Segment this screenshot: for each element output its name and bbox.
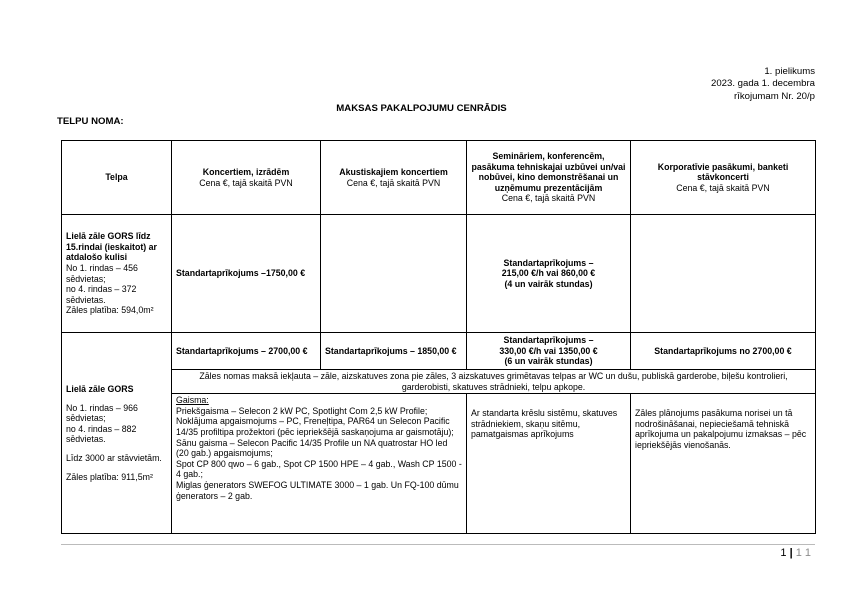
- page-current: 1: [780, 547, 787, 559]
- concerts-price: Standartaprīkojums – 2700,00 €: [172, 333, 321, 370]
- included-row: [62, 370, 816, 394]
- corporate-note: Zāles plānojums pasākuma norisei un tā nodrošināšanai, nepieciešamā tehniskā aprīkojuma un pakalpojumu izmaksas – pēc iepriekšējās vienošanās.: [631, 394, 816, 534]
- header-room: Telpa: [62, 141, 172, 215]
- price-table: [61, 140, 816, 534]
- seminar-equipment-note: Ar standarta krēslu sistēmu, skatuves strādniekiem, skaņu sitēmu, pamatgaismas aprīkojums: [467, 394, 631, 534]
- concerts-price: Standartaprīkojums –1750,00 €: [172, 215, 321, 333]
- table-row-small-hall: [62, 215, 816, 333]
- acoustic-price: Standartaprīkojums – 1850,00 €: [321, 333, 467, 370]
- footer-divider: [61, 544, 815, 545]
- included-services: Zāles nomas maksā iekļauta – zāle, aizskatuves zona pie zāles, 3 aizskatuves grimētavas telpas ar WC un dušu, publiskā garderobe, biļešu kontrolieri, garderobisti, skatuves strādnieki, telpu apkope.: [172, 370, 816, 394]
- document-title: MAKSAS PAKALPOJUMU CENRĀDIS: [336, 103, 507, 114]
- acoustic-price: [321, 215, 467, 333]
- annex-line-3: rīkojumam Nr. 20/p: [733, 90, 815, 102]
- room-cell: Lielā zāle GORS līdz 15.rindai (ieskaitot) ar atdalošo kulisi No 1. rindas – 456 sēdvietas; no 4. rindas – 372 sēdvietas. Zāles platība: 594,0m²: [62, 215, 172, 333]
- page-number: [780, 547, 811, 559]
- annex-note: [655, 66, 815, 103]
- corporate-price: Standartaprīkojums no 2700,00 €: [631, 333, 816, 370]
- annex-line-1: 1. pielikums: [764, 66, 815, 77]
- seminars-price: Standartaprīkojums – 215,00 €/h vai 860,00 € (4 un vairāk stundas): [467, 215, 631, 333]
- header-corporate: Korporatīvie pasākumi, banketi stāvkoncerti Cena €, tajā skaitā PVN: [631, 141, 816, 215]
- details-row: [62, 394, 816, 534]
- header-seminars: Semināriem, konferencēm, pasākuma tehniskajai uzbūvei un/vai nobūvei, kino demonstrēšanai un uzņēmumu prezentācijām Cena €, tajā skaitā PVN: [467, 141, 631, 215]
- page-separator: |: [789, 547, 793, 559]
- seminars-price: Standartaprīkojums – 330,00 €/h vai 1350,00 € (6 un vairāk stundas): [467, 333, 631, 370]
- header-row: [62, 141, 816, 215]
- room-cell: Lielā zāle GORS No 1. rindas – 966 sēdvietas; no 4. rindas – 882 sēdvietas. Līdz 3000 ar stāvvietām. Zāles platība: 911,5m²: [62, 333, 172, 534]
- header-acoustic: Akustiskajiem koncertiem Cena €, tajā skaitā PVN: [321, 141, 467, 215]
- corporate-price: [631, 215, 816, 333]
- lighting-details: Gaisma: Priekšgaisma – Selecon 2 kW PC, Spotlight Com 2,5 kW Profile; Noklājuma apgaismojums – PC, Freneļtipa, PAR64 un Selecon Pacific 14/35 profiltipa prožektori (pēc iepriekšējā saskaņojuma ar gaismotāju); Sānu gaisma – Selecon Pacific 14/35 Profile un NA quatrostar HO led (20 gab.) apgaismojums; Spot CP 800 qwo – 6 gab., Spot CP 1500 HPE – 4 gab., Wash CP 1500 - 4 gab.; Miglas ģenerators SWEFOG ULTIMATE 3000 – 1 gab. Un FQ-100 dūmu ģenerators – 2 gab.: [172, 394, 467, 534]
- page-total: 1 1: [795, 547, 811, 559]
- header-concerts: Koncertiem, izrādēm Cena €, tajā skaitā PVN: [172, 141, 321, 215]
- table-row-large-hall: [62, 333, 816, 370]
- section-label: TELPU NOMA:: [57, 116, 124, 127]
- annex-line-2: 2023. gada 1. decembra: [710, 78, 815, 90]
